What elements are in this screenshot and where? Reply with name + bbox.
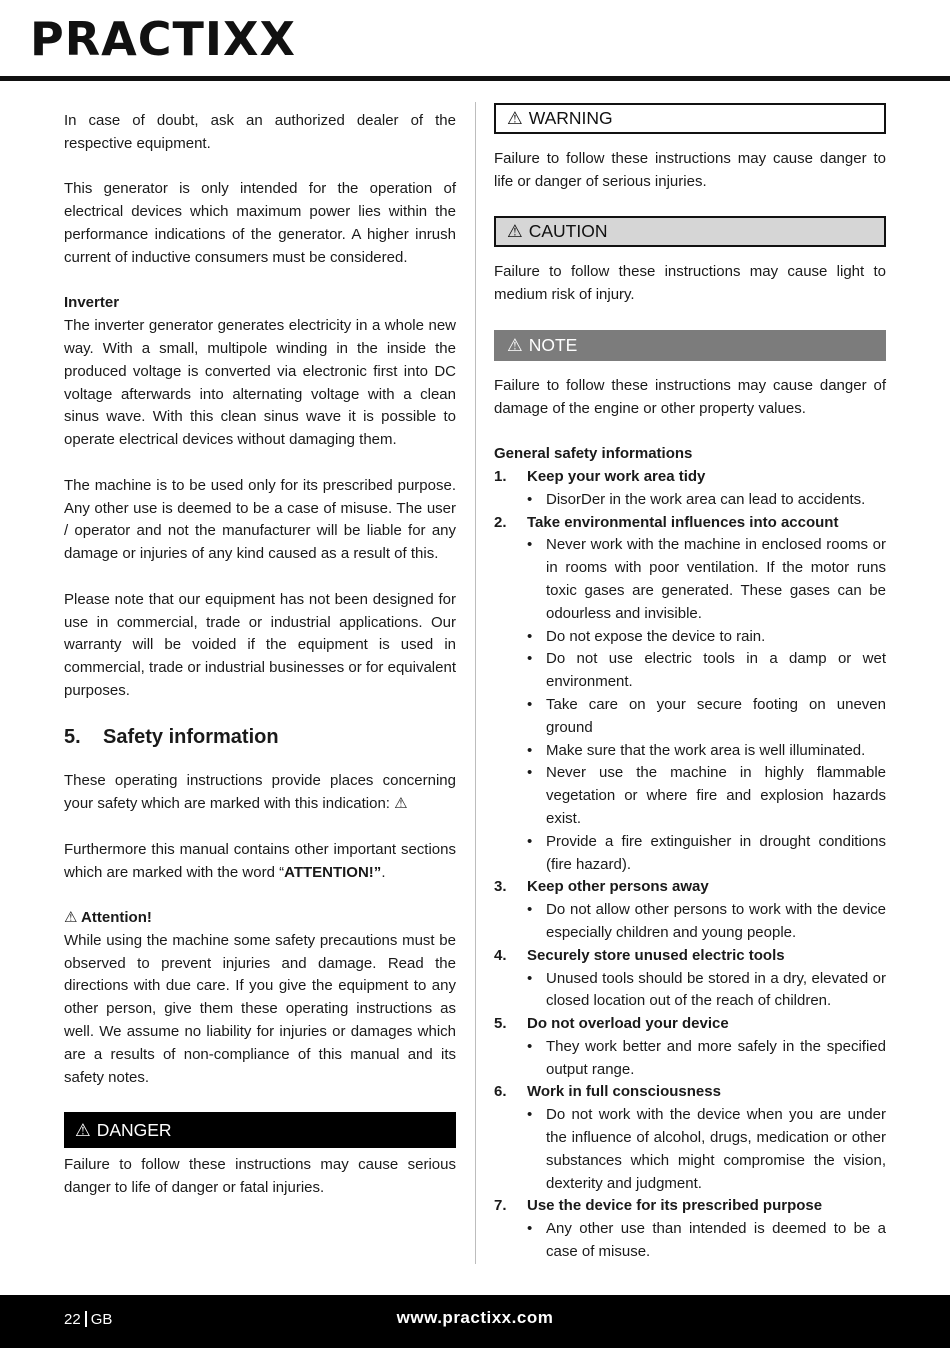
bullet-text: Any other use than intended is deemed to be a case of misuse. [546, 1220, 886, 1261]
paragraph-safety-indication: These operating instructions provide places concerning your safety which are marked with this indication: ⚠ [64, 772, 456, 813]
paragraph-warning: Failure to follow these instructions may cause danger to life or danger of serious injuries. [494, 150, 886, 190]
safety-item-number: 2. [494, 513, 507, 531]
bullet-item [527, 1218, 886, 1264]
bullet-icon: • [527, 536, 533, 554]
safety-item [494, 876, 886, 944]
note-box [494, 330, 886, 361]
bullet-icon: • [527, 741, 533, 759]
right-column [494, 110, 886, 1264]
safety-item-title-text: Securely store unused electric tools [527, 946, 785, 964]
safety-item-bullets [494, 489, 886, 512]
paragraph-prescribed-purpose: The machine is to be used only for its prescribed purpose. Any other use is deemed to be a case of misuse. The user / operator and not the manufacturer will be liable for any damage or injuries of any kind caused as a result of this. [64, 476, 456, 563]
bullet-item [527, 899, 886, 945]
footer [0, 1295, 950, 1348]
safety-item-title-text: Keep your work area tidy [527, 467, 706, 485]
danger-box [64, 1112, 456, 1148]
bullet-icon: • [527, 832, 533, 850]
section-number: 5. [64, 725, 81, 748]
bullet-icon: • [527, 764, 533, 782]
safety-item-title [494, 1195, 886, 1218]
bullet-text: Provide a fire extinguisher in drought conditions (fire hazard). [546, 832, 886, 873]
section-title [64, 726, 456, 749]
warning-triangle-icon: ⚠ [507, 108, 523, 129]
general-safety-heading: General safety informations [494, 445, 693, 463]
warning-label: WARNING [528, 108, 613, 129]
bullet-item [527, 648, 886, 694]
safety-item-title-text: Do not overload your device [527, 1015, 729, 1033]
bullet-text: Take care on your secure footing on uneven ground [546, 695, 886, 736]
safety-item [494, 512, 886, 877]
bullet-icon: • [527, 627, 533, 645]
danger-label: DANGER [96, 1119, 172, 1140]
paragraph-note: Failure to follow these instructions may cause danger of damage of the engine or other property values. [494, 376, 886, 417]
safety-item-title [494, 512, 886, 535]
bullet-text: Make sure that the work area is well illuminated. [546, 741, 866, 759]
paragraph-doubt: In case of doubt, ask an authorized dealer of the respective equipment. [64, 112, 456, 152]
safety-item-title [494, 1013, 886, 1036]
bullet-item [527, 968, 886, 1014]
bullet-item [527, 534, 886, 625]
safety-item-title [494, 945, 886, 968]
warning-triangle-icon: ⚠ [75, 1119, 91, 1140]
warning-triangle-icon: ⚠ [507, 221, 523, 242]
bullet-item [527, 1104, 886, 1195]
inverter-heading: Inverter [64, 294, 120, 312]
safety-item-bullets [494, 1104, 886, 1195]
safety-item-number: 3. [494, 878, 507, 896]
paragraph-danger: Failure to follow these instructions may cause serious danger to life of danger or fatal injuries. [64, 1156, 456, 1197]
safety-item-number: 1. [494, 467, 507, 485]
bullet-item [527, 1036, 886, 1082]
warning-box [494, 103, 886, 134]
attention-word-pre: Furthermore this manual contains other important sections which are marked with the word “ [64, 840, 456, 881]
bullet-text: They work better and more safely in the specified output range. [546, 1037, 886, 1078]
safety-item-title [494, 876, 886, 899]
safety-item [494, 1195, 886, 1263]
safety-item-number: 4. [494, 946, 507, 964]
bullet-icon: • [527, 695, 533, 713]
paragraph-inverter: The inverter generator generates electricity in a whole new way. With a small, multipole winding in the inside the produced voltage is converted via electronic first into DC voltage afterwards into alternating voltage with a clean sinus wave. With this clean sinus wave it is possible to operate electrical devices without damaging them. [64, 317, 456, 449]
left-column [64, 110, 456, 1223]
column-divider [475, 102, 476, 1264]
paragraph-attention-word [64, 839, 456, 885]
website-link[interactable]: www.practixx.com [396, 1308, 554, 1327]
safety-item [494, 945, 886, 1013]
safety-item-bullets [494, 1218, 886, 1264]
bullet-icon: • [527, 1037, 533, 1055]
bullet-text: Do not work with the device when you are under the influence of alcohol, drugs, medication or other substances which might compromise the vision, dexterity and judgment. [546, 1106, 886, 1192]
bullet-item [527, 489, 886, 512]
paragraph-attention: While using the machine some safety precautions must be observed to prevent injuries and damage. Read the directions with due care. If you give the equipment to any other person, give them these operating instructions as well. We assume no liability for injuries or damages which are a results of non-compliance of this manual and its safety notes. [64, 931, 456, 1086]
language-code: GB [90, 1311, 113, 1328]
warning-triangle-icon: ⚠ [507, 334, 523, 355]
safety-item-number: 5. [494, 1015, 507, 1033]
paragraph-intended-use: This generator is only intended for the operation of electrical devices which maximum power lies within the performance indications of the generator. A higher inrush current of inductive consumers must be considered. [64, 180, 456, 266]
note-label: NOTE [528, 334, 578, 355]
bullet-item [527, 762, 886, 830]
bullet-item [527, 831, 886, 877]
safety-item-title-text: Work in full consciousness [527, 1083, 721, 1101]
bullet-icon: • [527, 901, 533, 919]
safety-item [494, 466, 886, 512]
bullet-text: Unused tools should be stored in a dry, elevated or closed location out of the reach of children. [546, 969, 886, 1010]
safety-item-bullets [494, 534, 886, 876]
bullet-item [527, 694, 886, 740]
safety-item-number: 6. [494, 1083, 507, 1101]
safety-list [494, 466, 886, 1264]
caution-box [494, 216, 886, 247]
practixx-logo: PRACTIXX [30, 12, 296, 66]
bullet-text: Never use the machine in highly flammable vegetation or where fire and explosion hazards exist. [546, 764, 886, 827]
bullet-text: Do not use electric tools in a damp or wet environment. [546, 650, 886, 691]
safety-item-title [494, 466, 886, 489]
bullet-item [527, 626, 886, 649]
bullet-icon: • [527, 969, 533, 987]
safety-item [494, 1081, 886, 1195]
caution-label: CAUTION [528, 221, 608, 242]
safety-item-title [494, 1081, 886, 1104]
safety-item [494, 1013, 886, 1081]
bullet-icon: • [527, 650, 533, 668]
paragraph-caution: Failure to follow these instructions may cause light to medium risk of injury. [494, 263, 886, 304]
paragraph-commercial-use: Please note that our equipment has not been designed for use in commercial, trade or industrial applications. Our warranty will be voided if the equipment is used in commercial, trade or industrial businesses or for equivalent purposes. [64, 590, 456, 699]
bullet-text: DisorDer in the work area can lead to accidents. [546, 490, 866, 508]
bullet-item [527, 740, 886, 763]
header-rule [0, 76, 950, 81]
bullet-icon: • [527, 1220, 533, 1238]
bullet-icon: • [527, 490, 533, 508]
bullet-text: Never work with the machine in enclosed rooms or in rooms with poor ventilation. If the motor runs toxic gases are generated. These gases can be odourless and invisible. [546, 536, 886, 622]
safety-item-bullets [494, 1036, 886, 1082]
attention-heading: ⚠ Attention! [64, 909, 152, 927]
safety-item-title-text: Take environmental influences into account [527, 513, 839, 531]
safety-item-title-text: Use the device for its prescribed purpose [527, 1197, 823, 1215]
page-number: 22 [64, 1311, 81, 1328]
bullet-text: Do not allow other persons to work with the device especially children and young people. [546, 901, 886, 941]
bullet-text: Do not expose the device to rain. [546, 627, 766, 645]
bullet-icon: • [527, 1106, 533, 1124]
safety-item-bullets [494, 968, 886, 1014]
safety-item-title-text: Keep other persons away [527, 878, 709, 896]
section-title-text: Safety information [103, 725, 279, 748]
safety-item-bullets [494, 899, 886, 945]
attention-word-post: . [381, 863, 386, 881]
safety-item-number: 7. [494, 1197, 507, 1215]
attention-word: ATTENTION!” [284, 863, 382, 881]
